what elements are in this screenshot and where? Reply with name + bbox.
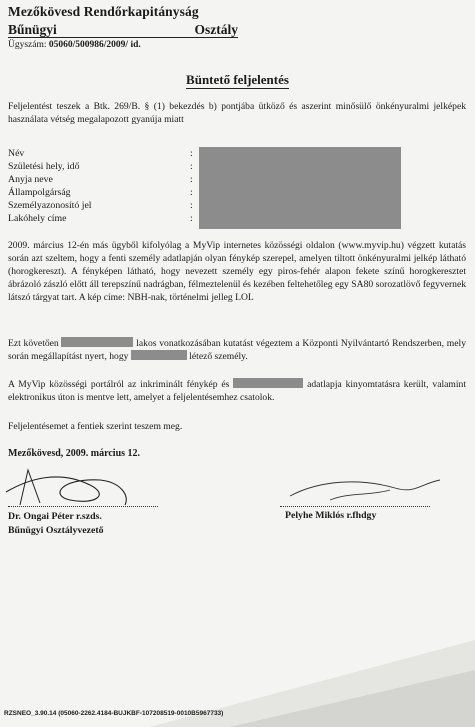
field-colon: :	[190, 161, 193, 172]
field-colon: :	[190, 200, 193, 211]
document-title: Büntető feljelentés	[186, 72, 289, 87]
signer-right-name: Pelyhe Miklós r.fhdgy	[285, 510, 377, 521]
organization-name: Mezőkövesd Rendőrkapitányság	[8, 4, 199, 19]
case-label: Ügyszám:	[8, 40, 47, 50]
department-right: Osztály	[194, 22, 238, 37]
registry-text-1: Ezt követően	[8, 338, 59, 349]
attachment-text-1: A MyVip közösségi portálról az inkriminált fénykép és	[8, 379, 230, 390]
field-colon: :	[190, 174, 193, 185]
field-label: Név	[8, 148, 25, 159]
field-colon: :	[190, 187, 193, 198]
field-label: Állampolgárság	[8, 187, 71, 198]
signature-line-right	[280, 506, 430, 507]
field-label: Születési hely, idő	[8, 161, 80, 172]
attachment-text-2: adatlapja kinyomtatásra került, valamint elektronikus úton is mentve lett, amelyet a feljelentésemhez csatolok.	[8, 379, 466, 403]
findings-paragraph: 2009. március 12-én más ügyből kifolyólag a MyVip internetes közösségi oldalon (www.myvip.hu) végzett kutatás során azt szeltem, hogy a fenti személy adatlapján olyan fénykép szerepel, amelyen tiltott önkényuralmi jelkép látható (horogkereszt). A fényképen látható, hogy nevezett személy egy piros-fehér alapon fekete színű horogkeresztet ábrázoló zászló előtt áll terepszínű nadrágban, félmeztelenül és kezében feltehetőleg egy SA80 sorozatlövő fegyvernek látszó tárgyat tart. A kép címe: NBH-nak, történelmi jelleg LOL	[8, 240, 466, 303]
case-number: 05060/500986/2009/ id.	[48, 40, 141, 50]
field-colon: :	[190, 148, 193, 159]
field-label: Lakóhely címe	[8, 213, 67, 224]
place-date: Mezőkövesd, 2009. március 12.	[8, 448, 141, 459]
registry-text-3: létező személy.	[189, 351, 248, 362]
registry-text-2: lakos vonatkozásában kutatást végeztem a Központi Nyilvántartó Rendszerben, mely során megállapítást nyert, hogy	[8, 338, 466, 362]
signature-line-left	[8, 506, 158, 507]
intro-paragraph: Feljelentést teszek a Btk. 269/B. § (1) bekezdés b) pontjába ütköző és aszerint minősülő önkényuralmi jelképek használata vétség megalapozott gyanúja miatt	[8, 101, 466, 125]
signer-left-title: Bűnügyi Osztályvezető	[8, 525, 104, 536]
signer-left-name: Dr. Ongai Péter r.szds.	[8, 511, 102, 522]
field-colon: :	[190, 213, 193, 224]
document-footer-code: RZSNEO_3.90.14 (05060-2262.4184-BUJKBF-107208519-0010B5967733)	[4, 710, 224, 717]
department-left: Bűnügyi	[8, 22, 57, 37]
signature-left	[8, 510, 104, 538]
field-label: Anyja neve	[8, 174, 53, 185]
closing-paragraph: Feljelentésemet a fentiek szerint teszem meg.	[8, 421, 183, 432]
field-label: Személyazonosító jel	[8, 200, 92, 211]
